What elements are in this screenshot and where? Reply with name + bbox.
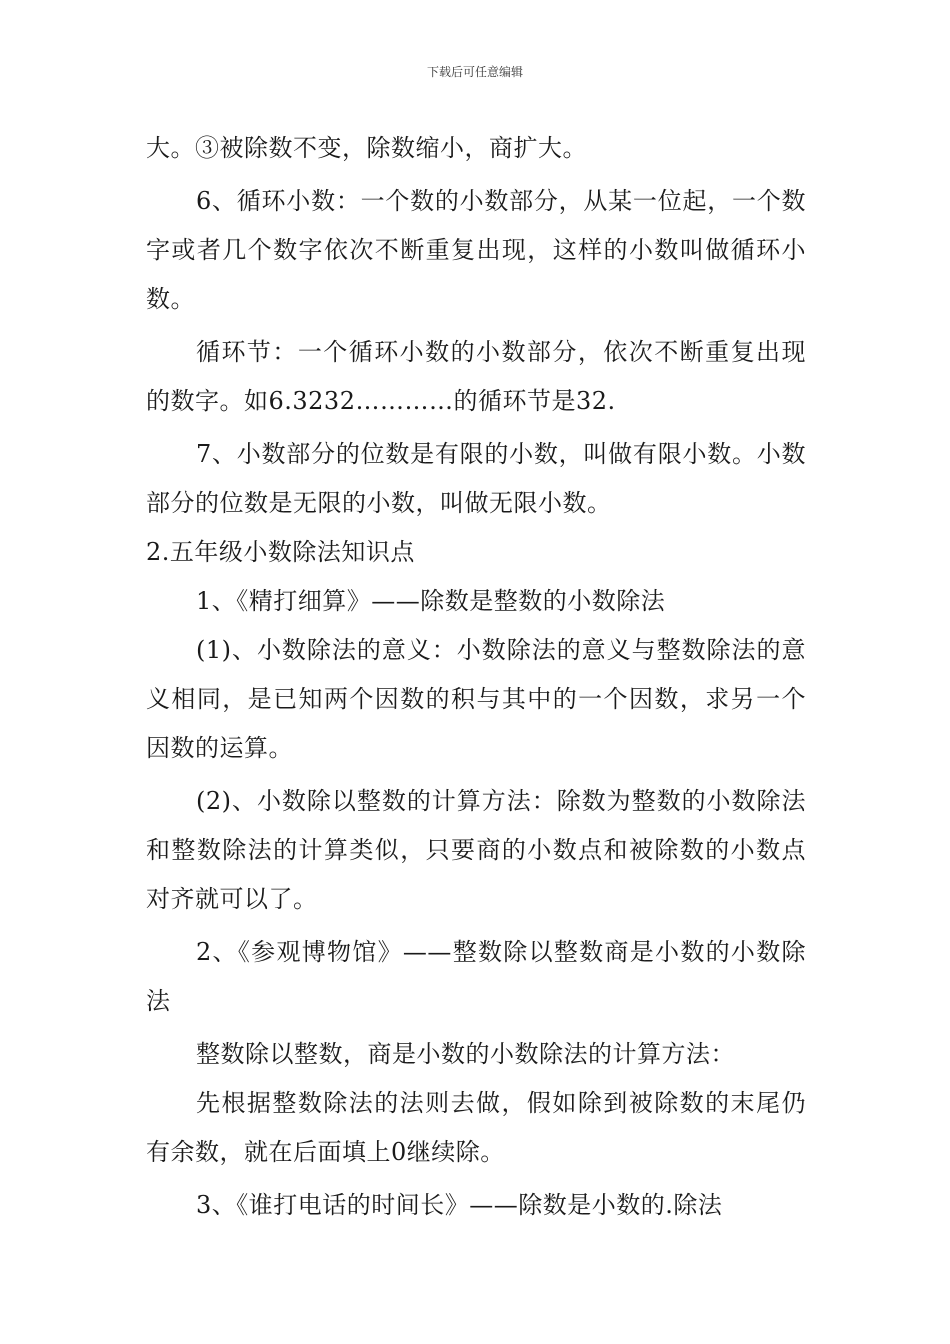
document-body xyxy=(146,124,806,1230)
page-header-note: 下载后可任意编辑 xyxy=(426,65,523,79)
paragraph-recurring-decimal: 6、循环小数：一个数的小数部分，从某一位起，一个数字或者几个数字依次不断重复出现，这样的小数叫做循环小数。 xyxy=(146,187,806,313)
paragraph-division-meaning: (1)、小数除法的意义：小数除法的意义与整数除法的意义相同，是已知两个因数的积与其中的一个因数，求另一个因数的运算。 xyxy=(146,636,806,762)
section-heading: 2.五年级小数除法知识点 xyxy=(146,538,415,566)
paragraph-integer-division-intro: 整数除以整数，商是小数的小数除法的计算方法： xyxy=(196,1040,735,1068)
paragraph-finite-infinite-decimal: 7、小数部分的位数是有限的小数，叫做有限小数。小数部分的位数是无限的小数，叫做无限小数。 xyxy=(146,440,806,517)
subsection-heading-2: 2、《参观博物馆》——整数除以整数商是小数的小数除法 xyxy=(146,938,806,1015)
paragraph-division-method: (2)、小数除以整数的计算方法：除数为整数的小数除法和整数除法的计算类似，只要商的小数点和被除数的小数点对齐就可以了。 xyxy=(146,787,806,913)
paragraph-repetend: 循环节：一个循环小数的小数部分，依次不断重复出现的数字。如6.3232…………的循环节是32. xyxy=(146,338,806,415)
paragraph-continuation: 大。③被除数不变，除数缩小，商扩大。 xyxy=(146,134,587,162)
paragraph-integer-division-method: 先根据整数除法的法则去做，假如除到被除数的末尾仍有余数，就在后面填上0继续除。 xyxy=(146,1089,806,1166)
subsection-heading-1: 1、《精打细算》——除数是整数的小数除法 xyxy=(196,587,666,615)
subsection-heading-3: 3、《谁打电话的时间长》——除数是小数的.除法 xyxy=(196,1191,723,1219)
